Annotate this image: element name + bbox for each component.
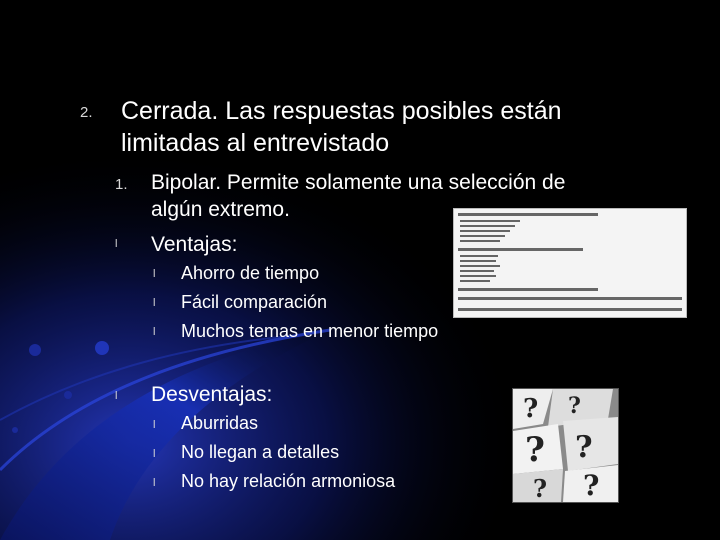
bullet-icon: l xyxy=(115,238,118,250)
ventajas-heading: Ventajas: xyxy=(151,233,238,256)
svg-text:?: ? xyxy=(523,394,539,424)
desventaja-item: Aburridas xyxy=(181,413,259,433)
svg-text:?: ? xyxy=(568,393,581,419)
desventaja-item: No hay relación armoniosa xyxy=(181,471,396,491)
desventaja-item: No llegan a detalles xyxy=(181,442,340,462)
subitem-number: 1. xyxy=(115,176,128,193)
svg-text:?: ? xyxy=(575,430,593,465)
ventaja-item: Muchos temas en menor tiempo xyxy=(181,321,439,341)
bullet-icon: l xyxy=(115,390,118,402)
bullet-icon: l xyxy=(153,419,156,431)
item-text-line1: Cerrada. Las respuestas posibles están xyxy=(121,97,562,125)
desventajas-heading: Desventajas: xyxy=(151,383,273,406)
item-text-line2: limitadas al entrevistado xyxy=(121,129,390,157)
bullet-icon: l xyxy=(153,448,156,460)
item-number: 2. xyxy=(80,104,93,121)
ventaja-item: Ahorro de tiempo xyxy=(181,263,320,283)
subitem-bipolar-line2: algún extremo. xyxy=(151,198,290,221)
svg-text:?: ? xyxy=(525,430,545,470)
subitem-bipolar-line1: Bipolar. Permite solamente una selección de xyxy=(151,171,566,194)
questionnaire-screenshot-image xyxy=(453,208,687,318)
bullet-icon: l xyxy=(153,297,156,309)
question-marks-image xyxy=(512,388,619,503)
svg-text:?: ? xyxy=(583,469,600,502)
bullet-icon: l xyxy=(153,326,156,338)
ventaja-item: Fácil comparación xyxy=(181,292,328,312)
bullet-icon: l xyxy=(153,268,156,280)
bullet-icon: l xyxy=(153,477,156,489)
svg-text:?: ? xyxy=(533,474,548,502)
